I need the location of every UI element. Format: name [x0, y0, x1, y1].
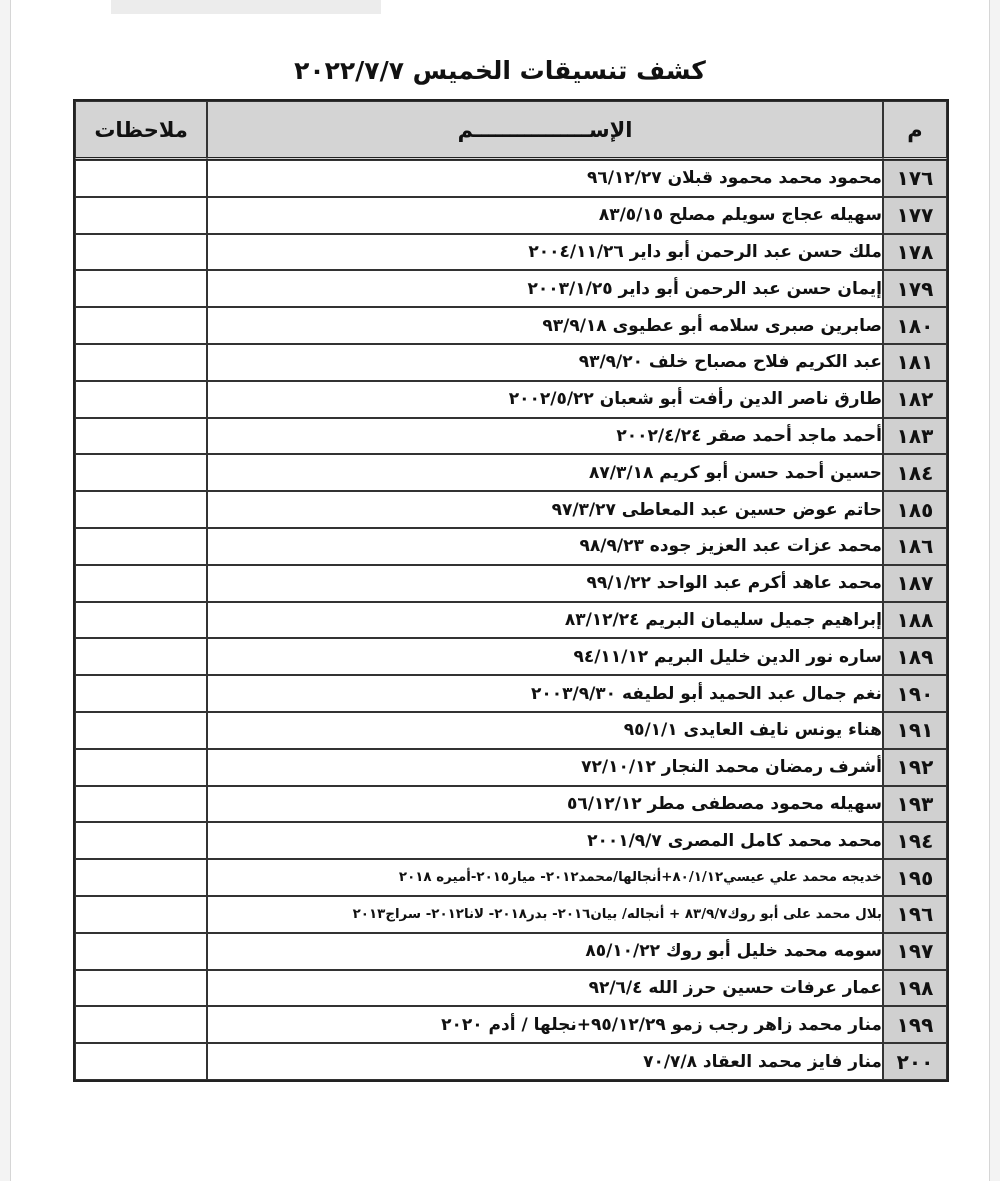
row-name: ساره نور الدين خليل البريم ٩٤/١١/١٢	[207, 638, 883, 675]
row-name: منار فايز محمد العقاد ٧٠/٧/٨	[207, 1043, 883, 1080]
row-notes	[75, 528, 207, 565]
row-number: ١٩٥	[883, 859, 947, 896]
table-row	[75, 896, 947, 933]
roster-table	[73, 99, 949, 1082]
row-number: ١٩٧	[883, 933, 947, 970]
row-number: ١٨٦	[883, 528, 947, 565]
table-row	[75, 381, 947, 418]
row-number: ١٧٨	[883, 234, 947, 271]
row-name: حاتم عوض حسين عبد المعاطى ٩٧/٣/٢٧	[207, 491, 883, 528]
table-row	[75, 970, 947, 1007]
row-notes	[75, 307, 207, 344]
row-notes	[75, 786, 207, 823]
row-number: ١٩٦	[883, 896, 947, 933]
table-row	[75, 638, 947, 675]
row-name: محمد محمد كامل المصرى ٢٠٠١/٩/٧	[207, 822, 883, 859]
table-row	[75, 786, 947, 823]
row-notes	[75, 970, 207, 1007]
table-row	[75, 454, 947, 491]
row-name: بلال محمد على أبو روك٨٣/٩/٧ + أنجاله/ بيان٢٠١٦- بدر٢٠١٨- لانا٢٠١٢- سراج٢٠١٣	[207, 896, 883, 933]
table-row	[75, 197, 947, 234]
row-number: ١٩٨	[883, 970, 947, 1007]
row-name: صابرين صبرى سلامه أبو عطيوى ٩٣/٩/١٨	[207, 307, 883, 344]
document-title: كشف تنسيقات الخميس ٢٠٢٢/٧/٧	[294, 56, 706, 85]
table-row	[75, 491, 947, 528]
row-name: عبد الكريم فلاح مصباح خلف ٩٣/٩/٢٠	[207, 344, 883, 381]
row-name: محمود محمد محمود قبلان ٩٦/١٢/٢٧	[207, 160, 883, 197]
table-row	[75, 859, 947, 896]
row-name: منار محمد زاهر رجب زمو ٩٥/١٢/٢٩+نجلها / أدم ٢٠٢٠	[207, 1006, 883, 1043]
row-number: ١٨٠	[883, 307, 947, 344]
table-row	[75, 565, 947, 602]
row-name: سهيله محمود مصطفى مطر ٥٦/١٢/١٢	[207, 786, 883, 823]
row-name: طارق ناصر الدين رأفت أبو شعبان ٢٠٠٢/٥/٢٢	[207, 381, 883, 418]
table-row	[75, 418, 947, 455]
row-notes	[75, 381, 207, 418]
row-notes	[75, 749, 207, 786]
row-number: ١٨٢	[883, 381, 947, 418]
table-row	[75, 160, 947, 197]
row-notes	[75, 344, 207, 381]
row-number: ١٨١	[883, 344, 947, 381]
row-notes	[75, 859, 207, 896]
row-number: ١٨٣	[883, 418, 947, 455]
row-number: ١٩٣	[883, 786, 947, 823]
table-row	[75, 712, 947, 749]
row-notes	[75, 602, 207, 639]
row-name: إيمان حسن عبد الرحمن أبو داير ٢٠٠٣/١/٢٥	[207, 270, 883, 307]
row-notes	[75, 675, 207, 712]
row-name: حسين أحمد حسن أبو كريم ٨٧/٣/١٨	[207, 454, 883, 491]
row-number: ٢٠٠	[883, 1043, 947, 1080]
header-name: الإســــــــــــــــم	[207, 101, 883, 160]
row-number: ١٨٤	[883, 454, 947, 491]
row-notes	[75, 270, 207, 307]
table-header-row	[75, 101, 947, 160]
row-notes	[75, 933, 207, 970]
table-row	[75, 270, 947, 307]
row-notes	[75, 565, 207, 602]
table-row	[75, 675, 947, 712]
row-number: ١٨٧	[883, 565, 947, 602]
row-name: نغم جمال عبد الحميد أبو لطيفه ٢٠٠٣/٩/٣٠	[207, 675, 883, 712]
row-notes	[75, 1006, 207, 1043]
row-name: محمد عزات عبد العزيز جوده ٩٨/٩/٢٣	[207, 528, 883, 565]
row-notes	[75, 712, 207, 749]
row-name: محمد عاهد أكرم عبد الواحد ٩٩/١/٢٢	[207, 565, 883, 602]
table-row	[75, 1043, 947, 1080]
row-notes	[75, 1043, 207, 1080]
row-name: هناء يونس نايف العايدى ٩٥/١/١	[207, 712, 883, 749]
table-row	[75, 234, 947, 271]
row-notes	[75, 822, 207, 859]
table-row	[75, 344, 947, 381]
row-name: أشرف رمضان محمد النجار ٧٢/١٠/١٢	[207, 749, 883, 786]
row-number: ١٧٧	[883, 197, 947, 234]
row-number: ١٨٨	[883, 602, 947, 639]
row-notes	[75, 638, 207, 675]
row-number: ١٩٩	[883, 1006, 947, 1043]
row-name: خديجه محمد علي عيسي٨٠/١/١٢+أنجالها/محمد٢٠١٢- ميار٢٠١٥-أميره ٢٠١٨	[207, 859, 883, 896]
table-row	[75, 749, 947, 786]
table-row	[75, 1006, 947, 1043]
row-notes	[75, 197, 207, 234]
table-row	[75, 602, 947, 639]
row-name: ملك حسن عبد الرحمن أبو داير ٢٠٠٤/١١/٢٦	[207, 234, 883, 271]
table-row	[75, 933, 947, 970]
row-number: ١٨٩	[883, 638, 947, 675]
row-name: سهيله عجاج سويلم مصلح ٨٣/٥/١٥	[207, 197, 883, 234]
row-notes	[75, 234, 207, 271]
row-name: أحمد ماجد أحمد صقر ٢٠٠٢/٤/٢٤	[207, 418, 883, 455]
row-notes	[75, 454, 207, 491]
row-number: ١٩٢	[883, 749, 947, 786]
document-page	[10, 0, 990, 1181]
row-number: ١٩٠	[883, 675, 947, 712]
row-number: ١٩١	[883, 712, 947, 749]
header-number: م	[883, 101, 947, 160]
row-number: ١٩٤	[883, 822, 947, 859]
row-notes	[75, 160, 207, 197]
header-notes: ملاحظات	[75, 101, 207, 160]
row-name: عمار عرفات حسين حرز الله ٩٢/٦/٤	[207, 970, 883, 1007]
row-name: سومه محمد خليل أبو روك ٨٥/١٠/٢٢	[207, 933, 883, 970]
row-notes	[75, 491, 207, 528]
row-number: ١٧٦	[883, 160, 947, 197]
table-row	[75, 822, 947, 859]
row-name: إبراهيم جميل سليمان البريم ٨٣/١٢/٢٤	[207, 602, 883, 639]
row-notes	[75, 896, 207, 933]
table-row	[75, 307, 947, 344]
row-number: ١٨٥	[883, 491, 947, 528]
row-notes	[75, 418, 207, 455]
row-number: ١٧٩	[883, 270, 947, 307]
faded-header-strip	[111, 0, 381, 14]
table-row	[75, 528, 947, 565]
